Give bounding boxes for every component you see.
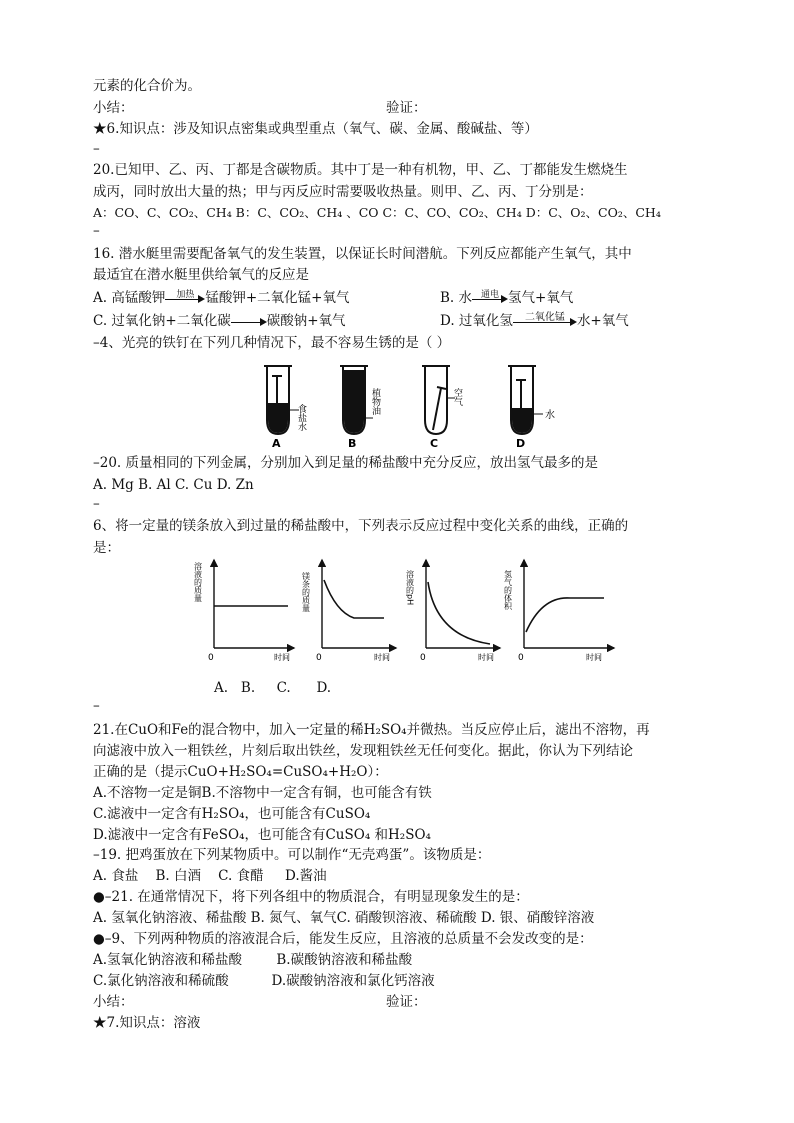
question-9-options-ab: A.氢氧化钠溶液和稀盐酸 B.碳酸钠溶液和稀盐酸 [93,952,413,968]
question-21-option-c: C.滤液中一定含有H₂SO₄，也可能含有CuSO₄ [93,806,371,822]
graph-b-origin: 0 [316,653,322,663]
reaction-arrow: 二氧化锰 [513,312,577,330]
graph-d-origin: 0 [518,653,524,663]
dash: – [93,141,100,157]
question-20b: –20. 质量相同的下列金属，分别加入到足量的稀盐酸中充分反应，放出氢气最多的是 [93,455,599,471]
graph-c-ylabel: 溶液的pH [405,570,415,606]
tube-a-letter: A [272,437,281,448]
tube-d-label: 水 [545,410,555,421]
test-tubes-figure [255,358,565,448]
question-21-line3: 正确的是（提示CuO+H₂SO₄=CuSO₄+H₂O）： [93,764,388,780]
question-16-option-c: C. 过氧化钠+二氧化碳 碳酸钠+氧气 [93,313,346,329]
question-19: –19. 把鸡蛋放在下列某物质中。可以制作“无壳鸡蛋”。该物质是： [93,847,491,863]
question-21-option-ab: A.不溶物一定是铜B.不溶物中一定含有铜，也可能含有铁 [93,785,432,801]
tube-b-letter: B [348,437,357,448]
tube-b-label: 植物油 [370,388,380,415]
graph-c [406,560,501,663]
graph-b-xlabel: 时间 [374,653,390,662]
graph-a-xlabel: 时间 [274,653,290,662]
question-16-line1: 16. 潜水艇里需要配备氧气的发生装置，以保证长时间潜航。下列反应都能产生氧气，其中 [93,246,632,262]
graphs-figure [190,556,620,668]
question-21-option-d: D.滤液中一定含有FeSO₄，也可能含有CuSO₄ 和H₂SO₄ [93,827,431,843]
graph-a-ylabel: 溶液的质量 [193,562,203,602]
graph-d [503,560,615,663]
dash: – [93,698,100,714]
question-16-option-b: B. 水 通电 氢气+氧气 [440,290,574,306]
question-21-line2: 向滤液中放入一粗铁丝，片刻后取出铁丝，发现粗铁丝无任何变化。据此，你认为下列结论 [93,743,633,759]
verify-label: 验证： [386,994,427,1010]
summary-label: 小结： [93,100,134,116]
summary-label: 小结： [93,994,134,1010]
question-19-options: A. 食盐 B. 白酒 C. 食醋 D.酱油 [93,868,327,884]
graph-c-xlabel: 时间 [478,653,494,662]
question-21b: ●–21. 在通常情况下，将下列各组中的物质混合，有明显现象发生的是： [93,889,529,905]
verify-label: 验证： [386,100,427,116]
question-20-line1: 20.已知甲、乙、丙、丁都是含碳物质。其中丁是一种有机物，甲、乙、丁都能发生燃烧生 [93,162,628,178]
question-16-line2: 最适宜在潜水艇里供给氧气的反应是 [93,267,309,283]
graph-d-xlabel: 时间 [586,653,602,662]
text-line: 元素的化合价为。 [93,78,201,94]
knowledge-heading: ★6.知识点：涉及知识点密集或典型重点（氧气、碳、金属、酸碱盐、等） [93,121,538,137]
dash: – [93,223,100,239]
question-20b-options: A. Mg B. Al C. Cu D. Zn [93,477,254,493]
graph-b-ylabel: 镁条的质量 [301,572,311,612]
question-4: –4、光亮的铁钉在下列几种情况下，最不容易生锈的是（ ） [93,335,451,351]
question-6-options: A. B. C. D. [214,680,332,696]
question-6-line1: 6、将一定量的镁条放入到过量的稀盐酸中，下列表示反应过程中变化关系的曲线，正确的 [93,518,629,534]
graph-c-origin: 0 [420,653,426,663]
dash: – [93,496,100,512]
question-9: ●–9、下列两种物质的溶液混合后，能发生反应，且溶液的总质量不会发改变的是： [93,931,593,947]
question-21-line1: 21.在CuO和Fe的混合物中，加入一定量的稀H₂SO₄并微热。当反应停止后，滤出不溶物，再 [93,722,650,738]
tube-c-label: 空气 [452,388,462,406]
graph-d-ylabel: 氢气的体积 [503,570,513,610]
question-21b-options: A. 氢氧化钠溶液、稀盐酸 B. 氮气、氧气C. 硝酸钡溶液、稀硫酸 D. 银、硝酸锌溶液 [93,910,595,926]
tube-c-letter: C [430,437,439,448]
graph-a [194,560,295,663]
tube-a [264,366,307,448]
question-6-line2: 是： [93,540,120,556]
reaction-arrow [231,312,267,330]
question-9-options-cd: C.氯化钠溶液和稀硫酸 D.碳酸钠溶液和氯化钙溶液 [93,973,435,989]
question-20-options: A：CO、C、CO₂、CH₄ B：C、CO₂、CH₄ 、CO C：C、CO、CO₂、CH₄ D：C、O₂、CO₂、CH₄ [93,205,661,220]
reaction-arrow: 通电 [472,289,508,307]
tube-b [340,366,381,448]
graph-b [302,560,397,663]
reaction-arrow: 加热 [165,289,205,307]
knowledge-heading: ★7.知识点：溶液 [93,1015,201,1031]
tube-d [508,366,555,448]
graph-a-origin: 0 [208,653,214,663]
question-16-option-a: A. 高锰酸钾 加热 锰酸钾+二氧化锰+氧气 [93,290,350,306]
tube-a-label: 食盐水 [296,404,306,431]
tube-c [422,366,463,448]
tube-d-letter: D [516,437,526,448]
question-16-option-d: D. 过氧化氢 二氧化锰 水+氧气 [440,312,629,329]
question-20-line2: 成丙，同时放出大量的热；甲与丙反应时需要吸收热量。则甲、乙、丙、丁分别是： [93,184,593,200]
